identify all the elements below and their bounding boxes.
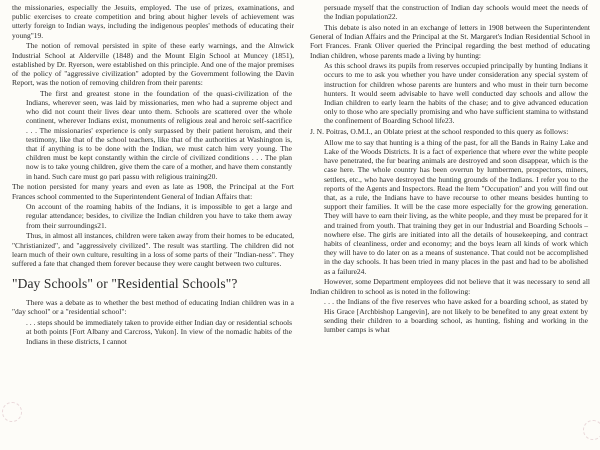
block-quote: The first and greatest stone in the foundation of the quasi-civilization of the Indians, wherever seen, was laid by missionaries, men who had a supreme object and who did not count their lives dear unto them. Schools are scattered over the whole continent, wherever Indians exist, monuments of religious zeal and heroic self-sacrifice . . . The missionaries' experience is only surpassed by their patient heroism, and their testimony, like that of the school teachers, like that of the authorities at Washington is, that if anything is to be done with the Indian, we must catch him very young. The children must be kept constantly within the circle of civilized conditions . . . The plan now is to take young children, give them the care of a mother, and have them constantly in hand. Such care must go pari passu with religious training20. bbox=[26, 88, 292, 181]
paragraph: However, some Department employees did not believe that it was necessary to send all Indian children to school as is noted in the following: bbox=[310, 277, 590, 296]
block-quote: . . . steps should be immediately taken to provide either Indian day or residential schools at both points [Fort Albany and Carcross, Yukon]. In view of the nomadic habits of the Indians in these districts, I cannot bbox=[26, 318, 292, 346]
paragraph: Thus, in almost all instances, children were taken away from their homes to be educated, "Christianized", and "aggressively civilized". The result was startling. The children did not learn much of their own culture, resulting in a loss of some parts of their "Indian-ness". They suffered a fate that changed them forever because they were caught between two cultures. bbox=[12, 231, 294, 268]
paragraph: There was a debate as to whether the best method of educating Indian children was in a "day school" or a "residential school": bbox=[12, 298, 294, 317]
paragraph: This debate is also noted in an exchange of letters in 1908 between the Superintendent General of Indian Affairs and the Principal at the St. Margaret's Indian Residential School in Fort Frances. Frank Oliver queried the Principal regarding the best method of educating Indian children, whose parents made a living by hunting: bbox=[310, 22, 590, 60]
block-quote: On account of the roaming habits of the Indians, it is impossible to get a large and regular attendance; besides, to civilize the Indian children you have to take them away from their surroundings21. bbox=[26, 202, 292, 230]
block-quote: . . . the Indians of the five reserves who have asked for a boarding school, as stated by His Grace [Archbishop Langevin], are not likely to be benefited to any great extent by sending their children to a boarding school, as hunting, fishing and working in the lumber camps is what bbox=[324, 297, 588, 334]
faded-seal-icon bbox=[2, 402, 22, 422]
right-column bbox=[310, 3, 590, 336]
section-heading: "Day Schools" or "Residential Schools"? bbox=[12, 276, 238, 292]
paragraph: the missionaries, especially the Jesuits, employed. The use of prizes, examinations, and public exercises to create competition and bring about higher levels of achievement was utterly foreign to Indian ways, including the indigenous peoples' methods of educating their young"19. bbox=[12, 3, 294, 40]
block-quote: As this school draws its pupils from reserves occupied principally by hunting Indians it occurs to me to ask you whether you have under consideration any special system of instruction for children whose parents are hunters and who must in their turn become hunters. It would seem advisable to have well conducted day schools and allow the Indian children to early learn the habits of the chase; and to give advanced education only to those who are specially promising and who have sufficient stamina to withstand the confinement of Boarding School life23. bbox=[324, 61, 588, 126]
block-quote: Allow me to say that hunting is a thing of the past, for all the Bands in Rainy Lake and Lake of the Woods Districts. It is a fact of experience that where ever the white people have penetrated, the fur bearing animals are destroyed and soon disappear, which is the case here. The whole country has been overrun by lumbermen, prospectors, miners, settlers, etc., who have destroyed the hunting grounds of the Indians. I refer you to the reports of the Agents and Inspectors. Read the Item "Occupation" and you will find out that, as a rule, the Indians have to have recourse to other means besides hunting to support their families. It will be the case more especially for the growing generation. They will have to earn their living, as the white people, and they must be prepared for it and trained from youth. That training they get in our Industrial and Boarding Schools – nowhere else. The girls are initiated into all the details of housekeeping, and contract habits of cleanliness, order and economy; and the boys learn all kinds of work which they will have to do later on as a means of sustenance. That could not be accomplished in the day schools. It has been tried in many places in the past and had to be abolished as a failure24. bbox=[324, 137, 588, 276]
faded-seal-icon bbox=[583, 420, 600, 440]
paragraph: The notion persisted for many years and even as late as 1908, the Principal at the Fort Frances school commented to the Superintendent General of Indian Affairs that: bbox=[12, 182, 294, 201]
paragraph: J. N. Poitras, O.M.I., an Oblate priest at the school responded to this query as follows: bbox=[310, 127, 569, 137]
paragraph: The notion of removal persisted in spite of these early warnings, and the Alnwick Industrial School at Alderville (1848) and the Mount Elgin School at Muncey (1851), established by Dr. Ryerson, were established on this principle. And one of the major premises of the policy of "aggressive civilization" adopted by the Government following the Davin Report, was the notion of removing children from their parents: bbox=[12, 41, 294, 88]
left-column bbox=[12, 3, 294, 347]
block-quote: persuade myself that the construction of Indian day schools would meet the needs of the Indian population22. bbox=[324, 3, 588, 22]
